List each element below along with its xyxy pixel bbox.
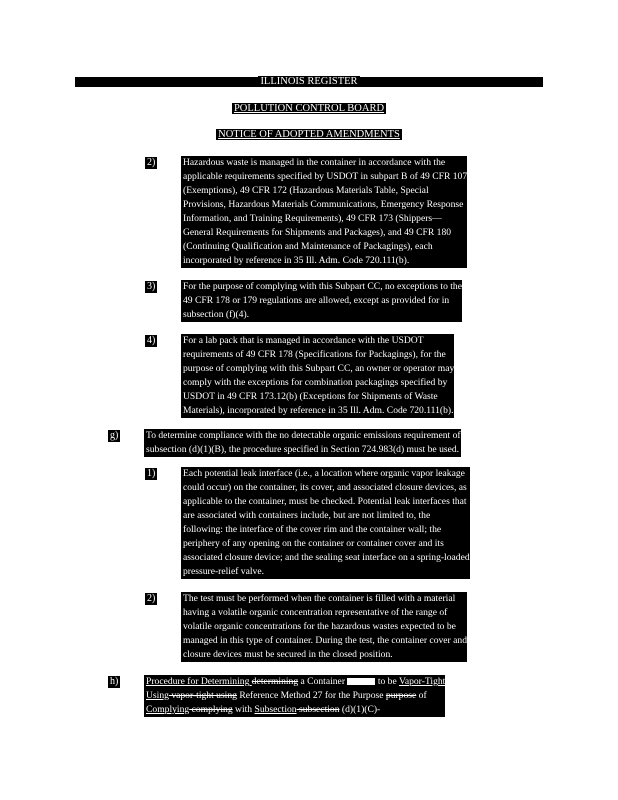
item-g2-number: 2)	[147, 593, 156, 604]
text-line: The test must be performed when the container is filled with a material	[181, 592, 467, 606]
item-4-number: 4)	[147, 335, 156, 346]
text-line: For a lab pack that is managed in accordance with the USDOT	[181, 334, 454, 348]
text-line: To determine compliance with the no detectable organic emissions requirement of	[146, 430, 461, 441]
item-4-text	[181, 334, 454, 418]
text-line: having a volatile organic concentration representative of the range of	[181, 606, 467, 620]
item-g-number: g)	[110, 430, 119, 441]
text-line: subsection (f)(4).	[181, 308, 462, 322]
text-line: Materials), incorporated by reference in 35 Ill. Adm. Code 720.111(b).	[183, 405, 454, 416]
item-g-text	[144, 429, 461, 457]
text-line: (Continuing Qualification and Maintenance of Packagings), each	[181, 240, 467, 254]
text-line: Complying complying with Subsection subsection (d)(1)(C)-	[144, 703, 445, 717]
text-line: associated closure device; and the sealing seat interface on a spring-loaded	[183, 552, 470, 563]
text-line: comply with the exceptions for combination packagings specified by	[181, 376, 454, 390]
item-3-number: 3)	[147, 281, 156, 292]
text-line: purpose of complying with this Subpart CC, an owner or operator may	[183, 363, 455, 374]
text-line: Using vapor-tight using Reference Method 27 for the Purpose purpose of	[144, 689, 445, 703]
register-title: ILLINOIS REGISTER	[260, 76, 358, 87]
text-line: could occur) on the container, its cover, and associated closure devices, as	[181, 481, 470, 495]
item-g2-text	[181, 592, 467, 662]
text-line: pressure-relief valve.	[181, 565, 470, 579]
redaction-mark	[347, 678, 375, 685]
item-g1-text	[181, 467, 470, 579]
text-line: periphery of any opening on the container or container cover and its	[181, 537, 470, 551]
text-line: applicable to the container, must be checked. Potential leak interfaces that	[181, 495, 470, 509]
text-line: managed in this type of container. During the test, the container cover and	[183, 635, 467, 646]
text-line: General Requirements for Shipments and Packages), and 49 CFR 180	[181, 226, 467, 240]
text-line: Provisions, Hazardous Materials Communications, Emergency Response	[181, 198, 467, 212]
text-line: subsection (d)(1)(B), the procedure specified in Section 724.983(d) must be used.	[146, 444, 460, 455]
text-line: 49 CFR 178 or 179 regulations are allowed, except as provided for in	[181, 294, 462, 308]
text-line: incorporated by reference in 35 Ill. Adm. Code 720.111(b).	[181, 254, 467, 268]
text-line: following: the interface of the cover rim and the container wall; the	[181, 523, 470, 537]
text-line: Procedure for Determining determining a Container to be Vapor-Tight	[146, 676, 446, 687]
text-line: requirements of 49 CFR 178 (Specifications for Packagings), for the	[181, 348, 454, 362]
text-line: USDOT in 49 CFR 173.12(b) (Exceptions for Shipments of Waste	[181, 390, 454, 404]
text-line: volatile organic concentrations for the hazardous wastes expected to be	[181, 620, 467, 634]
text-line: For the purpose of complying with this Subpart CC, no exceptions to the	[183, 281, 462, 292]
text-line: Hazardous waste is managed in the container in accordance with the	[181, 156, 467, 170]
notice-title: NOTICE OF ADOPTED AMENDMENTS	[218, 129, 400, 140]
text-line: are associated with containers include, but are not limited to, the	[181, 509, 470, 523]
item-3-text	[181, 280, 462, 322]
text-line: Each potential leak interface (i.e., a location where organic vapor leakage	[181, 467, 470, 481]
item-h-text	[144, 675, 445, 717]
item-2-text	[181, 156, 467, 268]
text-line: (Exemptions), 49 CFR 172 (Hazardous Materials Table, Special	[181, 184, 467, 198]
item-g1-number: 1)	[147, 468, 156, 479]
item-2-number: 2)	[147, 157, 156, 168]
text-line: closure devices must be secured in the closed position.	[181, 648, 467, 662]
item-h-number: h)	[110, 676, 119, 687]
board-title: POLLUTION CONTROL BOARD	[233, 103, 385, 114]
text-line: applicable requirements specified by USDOT in subpart B of 49 CFR 107	[183, 171, 468, 182]
text-line: Information, and Training Requirements), 49 CFR 173 (Shippers—	[181, 212, 467, 226]
